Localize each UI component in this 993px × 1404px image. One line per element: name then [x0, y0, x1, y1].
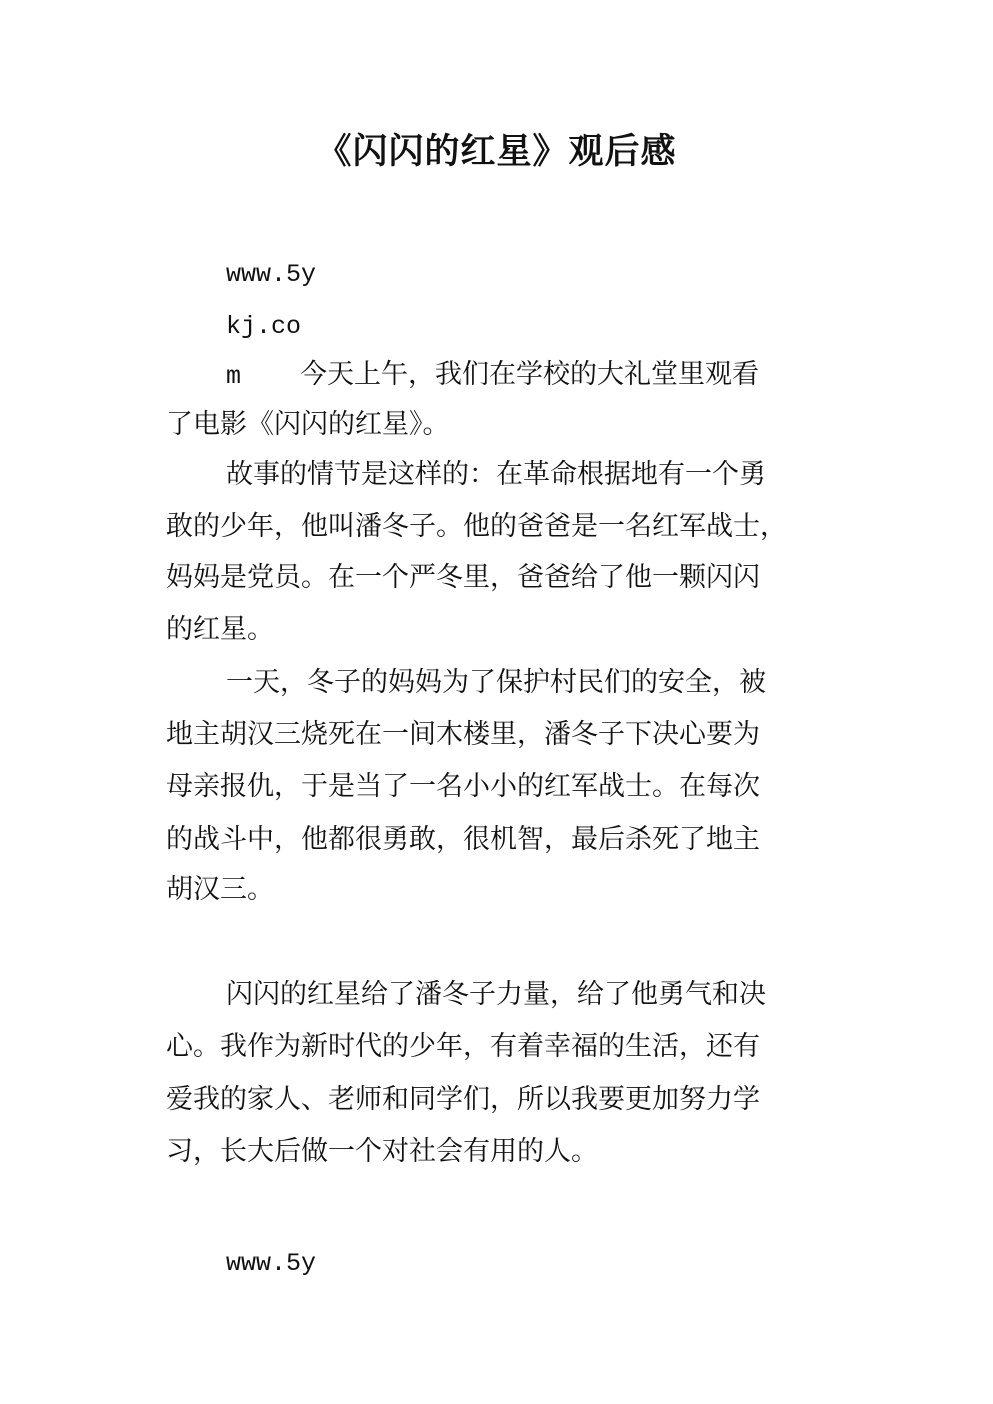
paragraph-line: 母亲报仇，于是当了一名小小的红军战士。在每次 — [166, 771, 760, 802]
document-title: 《闪闪的红星》观后感 — [316, 132, 677, 172]
paragraph-line: 习，长大后做一个对社会有用的人。 — [166, 1136, 598, 1167]
paragraph-line: 的战斗中，他都很勇敢，很机智，最后杀死了地主 — [166, 824, 760, 855]
watermark-text: www.5y — [226, 1249, 317, 1278]
paragraph-line: 胡汉三。 — [166, 874, 274, 905]
paragraph-line: 敢的少年，他叫潘冬子。他的爸爸是一名红军战士， — [166, 511, 787, 542]
paragraph-line: 了电影《闪闪的红星》。 — [166, 409, 450, 440]
paragraph-line: 闪闪的红星给了潘冬子力量，给了他勇气和决 — [226, 979, 766, 1010]
paragraph-line: 今天上午，我们在学校的大礼堂里观看 — [300, 359, 759, 390]
paragraph-line: 爱我的家人、老师和同学们，所以我要更加努力学 — [166, 1084, 760, 1115]
watermark-text: kj.co — [226, 312, 302, 341]
paragraph-line: 故事的情节是这样的：在革命根据地有一个勇 — [226, 459, 766, 490]
paragraph-line: 一天，冬子的妈妈为了保护村民们的安全，被 — [226, 667, 766, 698]
paragraph-line: 地主胡汉三烧死在一间木楼里，潘冬子下决心要为 — [166, 719, 760, 750]
paragraph-line: 的红星。 — [166, 614, 274, 645]
paragraph-line: 妈妈是党员。在一个严冬里，爸爸给了他一颗闪闪 — [166, 562, 760, 593]
watermark-text: www.5y — [226, 260, 317, 289]
watermark-text: m — [226, 362, 242, 391]
paragraph-line: 心。我作为新时代的少年，有着幸福的生活，还有 — [166, 1031, 760, 1062]
